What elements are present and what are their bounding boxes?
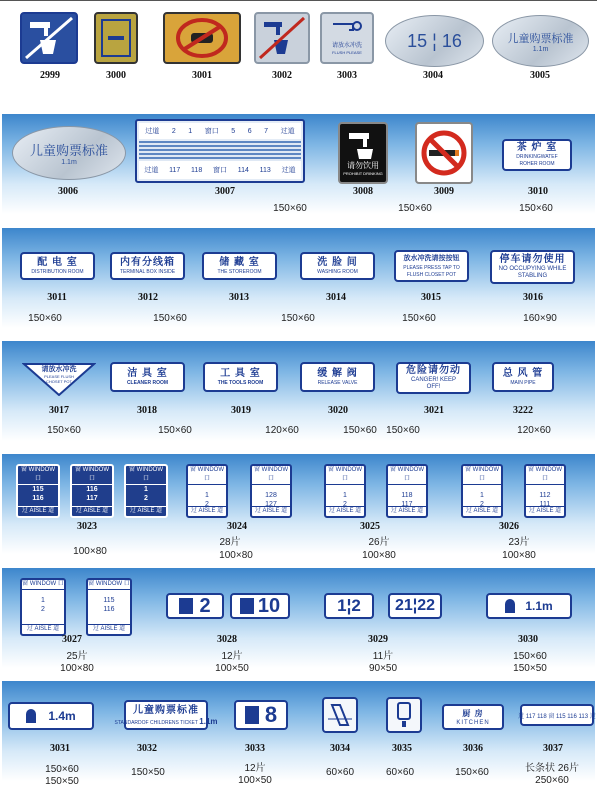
item-code: 3024 <box>227 521 247 532</box>
sign-3034 <box>322 697 358 733</box>
item-code: 3029 <box>368 634 388 645</box>
seat-number: 117 <box>401 501 413 508</box>
size-label: 150×60 <box>343 425 377 436</box>
sign-en: THE STOREROOM <box>217 268 262 275</box>
sign-en: PLEASE PRESS TAP TO FLUSH CLOSET POT <box>403 265 460 278</box>
item-code: 3007 <box>215 186 235 197</box>
item-code: 3008 <box>353 186 373 197</box>
window-header: 窗 WINDOW 口 <box>388 466 426 485</box>
drinking-water-icon <box>343 127 383 161</box>
aisle-footer: 过 AISLE 道 <box>326 506 364 516</box>
item-code: 3023 <box>77 521 97 532</box>
sign-3005-cn: 儿童购票标准 <box>507 32 574 45</box>
window-sign <box>250 464 292 518</box>
sign-en: PLEASE FLUSH CHOSET POT <box>44 374 74 384</box>
item-code: 3004 <box>423 70 443 81</box>
seat-number: 1 <box>480 492 484 499</box>
count-label: 12片 <box>244 763 266 774</box>
item-code: 3032 <box>137 743 157 754</box>
seat-number: 111 <box>539 501 551 508</box>
size-label: 100×80 <box>60 663 94 674</box>
seat-number: 116 <box>103 606 115 613</box>
sign-cn: 危险请勿动 <box>406 365 461 376</box>
item-code: 3017 <box>49 405 69 416</box>
seat-number: 1 <box>343 492 347 499</box>
sign-3020 <box>300 362 375 392</box>
count-label: 11片 <box>372 651 394 662</box>
sign-3006-sub: 1.1m <box>61 159 77 166</box>
window-sign <box>86 578 132 636</box>
size-label: 100×80 <box>73 546 107 557</box>
seat-number: 116 <box>32 495 44 502</box>
size-label: 150×60 <box>455 767 489 778</box>
size-label: 100×50 <box>238 775 272 786</box>
sign-cn: 缓 解 阀 <box>317 367 358 379</box>
sign-3005 <box>492 15 589 67</box>
window-header: 窗 WINDOW 口 <box>463 466 501 485</box>
sign-cn: 储 藏 室 <box>219 256 260 268</box>
window-sign <box>20 578 66 636</box>
hand-dryer-icon <box>388 699 420 731</box>
size-label: 150×50 <box>45 776 79 787</box>
sign-en: DISTRIBUTION ROOM <box>31 268 84 275</box>
seat-numbers: 15 ¦ 16 <box>407 30 462 51</box>
sign-3006 <box>12 126 126 180</box>
item-code: 3222 <box>513 405 533 416</box>
size-label: 150×50 <box>513 663 547 674</box>
seat-number: 115 <box>103 597 115 604</box>
seat-number: 128 <box>265 492 277 499</box>
sign-cn: 洗 脸 间 <box>317 256 358 268</box>
window-sign <box>524 464 566 518</box>
item-code: 3019 <box>231 405 251 416</box>
item-code: 3028 <box>217 634 237 645</box>
sign-3001 <box>163 12 241 64</box>
aisle-footer: 过 AISLE 道 <box>463 506 501 516</box>
seat-numbers: 21¦22 <box>394 597 436 614</box>
row-divider <box>0 0 597 1</box>
size-label: 150×60 <box>158 425 192 436</box>
sign-3017 <box>22 362 96 396</box>
size-label: 100×80 <box>362 550 396 561</box>
sign-3003 <box>320 12 374 64</box>
item-code: 3020 <box>328 405 348 416</box>
size-label: 150×60 <box>402 313 436 324</box>
item-code: 3003 <box>337 70 357 81</box>
sign-cn: 放水冲洗请按按钮 <box>403 255 460 262</box>
child-icon <box>26 709 36 723</box>
item-code: 3021 <box>424 405 444 416</box>
size-label: 150×50 <box>131 767 165 778</box>
height-label: 1.1m <box>525 599 553 613</box>
no-smoking-icon <box>96 14 136 62</box>
seat-number: 10 <box>257 594 281 617</box>
window-header: 窗 WINDOW 口 <box>72 466 112 485</box>
seat-number: 118 <box>191 166 203 174</box>
item-code: 3031 <box>50 743 70 754</box>
seat-strip: 过 117 118 窗 115 116 113 过 <box>518 713 596 720</box>
seat-number: 1 <box>205 492 209 499</box>
sign-en: THE TOOLS ROOM <box>217 379 264 386</box>
item-code: 3010 <box>528 186 548 197</box>
sign-3008-en: PROHIBIT DRINKING <box>343 171 383 176</box>
height-label: 1.4m <box>48 709 76 723</box>
sign-3010-cn: 茶 炉 室 <box>516 142 558 153</box>
item-code: 3025 <box>360 521 380 532</box>
aisle-footer: 过 AISLE 道 <box>252 506 290 516</box>
sign-3010 <box>502 139 572 171</box>
sign-cn: 内有分线箱 <box>120 256 175 268</box>
aisle-footer: 过 AISLE 道 <box>388 506 426 516</box>
window-sign-dark <box>124 464 168 518</box>
seat-number: 117 <box>86 495 98 502</box>
size-label: 150×60 <box>281 313 315 324</box>
sign-cn: 洁 具 室 <box>127 367 168 379</box>
count-label: 23片 <box>508 537 530 548</box>
window-header: 窗 WINDOW 口 <box>252 466 290 485</box>
seat-number: 118 <box>401 492 413 499</box>
size-label: 150×60 <box>513 651 547 662</box>
sign-3017-text <box>39 364 79 384</box>
seat-icon <box>240 598 254 614</box>
seat-number: 127 <box>265 501 277 508</box>
item-code: 3013 <box>229 292 249 303</box>
item-code: 3018 <box>137 405 157 416</box>
item-code: 3026 <box>499 521 519 532</box>
sign-3004 <box>385 15 484 67</box>
item-code: 3034 <box>330 743 350 754</box>
item-code: 3033 <box>245 743 265 754</box>
sign-3028b <box>230 593 290 619</box>
sign-3016 <box>490 250 575 284</box>
sign-3010-en: ROHER ROOM <box>519 161 555 167</box>
item-code: 3036 <box>463 743 483 754</box>
item-code: 3009 <box>434 186 454 197</box>
item-code: 3001 <box>192 70 212 81</box>
sign-3008-cn: 请勿饮用 <box>347 161 379 170</box>
sign-3011 <box>20 252 95 280</box>
item-code: 3005 <box>530 70 550 81</box>
window-header: 窗 WINDOW 口 <box>88 580 130 590</box>
sign-3033 <box>234 700 288 730</box>
size-label: 150×60 <box>153 313 187 324</box>
seat-number: 113 <box>259 166 271 174</box>
seat-number: 2 <box>199 594 211 617</box>
window-sign <box>386 464 428 518</box>
window-header: 窗 WINDOW 口 <box>126 466 166 485</box>
stack-edges <box>139 141 301 163</box>
window-header: 窗 WINDOW 口 <box>22 580 64 590</box>
sign-3010-en: DRINKINGWATEF <box>516 154 558 160</box>
count-label: 长条状 26片 <box>525 763 579 774</box>
size-label: 160×90 <box>523 313 557 324</box>
aisle-footer: 过 AISLE 道 <box>126 506 166 516</box>
item-code: 3011 <box>47 292 67 303</box>
sign-3014 <box>300 252 375 280</box>
seat-number: 1 <box>188 127 193 135</box>
count-label: 28片 <box>219 537 241 548</box>
sign-3015 <box>394 250 469 282</box>
sign-3019 <box>203 362 278 392</box>
sign-3018 <box>110 362 185 392</box>
sign-3000 <box>94 12 138 64</box>
aisle-footer: 过 AISLE 道 <box>188 506 226 516</box>
item-code: 2999 <box>40 70 60 81</box>
faucet-icon <box>327 16 367 42</box>
sign-3012 <box>110 252 185 280</box>
window-header: 窗 WINDOW 口 <box>18 466 58 485</box>
item-code: 3014 <box>326 292 346 303</box>
sign-3035 <box>386 697 422 733</box>
size-label: 150×60 <box>273 203 307 214</box>
aisle-footer: 过 AISLE 道 <box>18 506 58 516</box>
seat-number: 2 <box>144 495 148 502</box>
sign-3013 <box>202 252 277 280</box>
window-sign-dark <box>16 464 60 518</box>
window-sign <box>324 464 366 518</box>
sign-en: CANGER! KEEP OFF! <box>410 377 456 390</box>
size-label: 90×50 <box>368 663 398 674</box>
phone-icon <box>324 699 356 731</box>
no-smoking-icon <box>417 124 471 182</box>
sign-cn: 儿童购票标准 <box>133 704 199 716</box>
seat-icon <box>179 598 193 614</box>
count-label: 12片 <box>221 651 243 662</box>
label-window-cn: 窗口 <box>204 128 219 135</box>
sign-en: NO OCCUPYING WHILE STABLING <box>498 266 567 279</box>
sign-3222 <box>492 362 554 392</box>
sign-en: KITCHEN <box>456 719 490 726</box>
size-label: 100×80 <box>502 550 536 561</box>
label-aisle-cn: 过道 <box>144 167 159 174</box>
seat-number: 2 <box>205 501 209 508</box>
sign-cn: 请放水冲洗 <box>41 366 77 373</box>
sign-en: TERMINAL BOX INSIDE <box>119 268 176 275</box>
item-code: 3030 <box>518 634 538 645</box>
item-code: 3012 <box>138 292 158 303</box>
sign-3030 <box>486 593 572 619</box>
size-label: 150×60 <box>386 425 420 436</box>
window-sign <box>186 464 228 518</box>
seat-number: 116 <box>86 486 98 493</box>
sign-2999 <box>20 12 78 64</box>
sign-cn: 工 具 室 <box>220 367 261 379</box>
window-header: 窗 WINDOW 口 <box>188 466 226 485</box>
sign-cn: 总 风 管 <box>502 367 544 379</box>
seat-number: 2 <box>41 606 45 613</box>
sign-3028a <box>166 593 224 619</box>
aisle-footer: 过 AISLE 道 <box>88 624 130 634</box>
size-label: 250×60 <box>535 775 569 786</box>
no-bottle-icon <box>165 14 239 62</box>
seat-number: 112 <box>539 492 551 499</box>
sign-3029a <box>324 593 374 619</box>
sign-3007-top <box>139 123 301 139</box>
sign-3037 <box>520 704 594 726</box>
seat-number: 1 <box>144 486 148 493</box>
window-header: 窗 WINDOW 口 <box>526 466 564 485</box>
seat-number: 117 <box>169 166 181 174</box>
seat-number: 8 <box>264 702 278 727</box>
sign-3007-stack <box>135 119 305 183</box>
seat-number: 2 <box>171 127 176 135</box>
item-code: 3006 <box>58 186 78 197</box>
aisle-footer: 过 AISLE 道 <box>72 506 112 516</box>
item-code: 3037 <box>543 743 563 754</box>
item-code: 3035 <box>392 743 412 754</box>
sign-en: RELEASE VALVE <box>317 379 358 386</box>
sign-en-text: STANDARDOF CHILDRENS TICKET <box>114 719 198 726</box>
seat-number: 2 <box>343 501 347 508</box>
sign-3036 <box>442 704 504 730</box>
sign-3008 <box>338 122 388 184</box>
size-label: 150×60 <box>28 313 62 324</box>
sign-3021 <box>396 362 471 394</box>
seat-number: 114 <box>237 166 249 174</box>
size-label: 100×80 <box>219 550 253 561</box>
seat-number: 2 <box>480 501 484 508</box>
sign-3009 <box>415 122 473 184</box>
sign-3032 <box>114 700 218 730</box>
sign-en: MAIN PIPE <box>510 379 536 386</box>
size-label: 60×60 <box>385 767 415 778</box>
sign-en <box>115 717 218 726</box>
sign-3005-sub: 1.1m <box>532 45 549 53</box>
aisle-footer: 过 AISLE 道 <box>22 624 64 634</box>
label-aisle-cn: 过道 <box>145 128 160 135</box>
aisle-footer: 过 AISLE 道 <box>526 506 564 516</box>
count-label: 26片 <box>368 537 390 548</box>
label-aisle-cn: 过道 <box>280 128 295 135</box>
window-sign-dark <box>70 464 114 518</box>
seat-icon <box>245 706 259 724</box>
item-code: 3000 <box>106 70 126 81</box>
sign-3029b <box>388 593 442 619</box>
count-label: 25片 <box>66 651 88 662</box>
sign-3002 <box>254 12 310 64</box>
window-header: 窗 WINDOW 口 <box>326 466 364 485</box>
seat-number: 1 <box>41 597 45 604</box>
sign-en: CLEANER ROOM <box>126 379 169 386</box>
size-label: 150×60 <box>398 203 432 214</box>
child-icon <box>505 599 515 613</box>
sign-en: WASHING ROOM <box>317 268 358 275</box>
sign-3006-cn: 儿童购票标准 <box>29 143 108 158</box>
size-label: 60×60 <box>325 767 355 778</box>
sign-cn: 厨 房 <box>462 708 484 718</box>
sign-cn: 停车请勿使用 <box>499 254 566 265</box>
no-drinking-icon <box>22 14 76 62</box>
seat-number: 6 <box>247 127 252 135</box>
seat-number: 5 <box>231 127 236 135</box>
sign-3031 <box>8 702 94 730</box>
size-label: 150×60 <box>519 203 553 214</box>
seat-number: 7 <box>264 127 269 135</box>
height-label: 1.1m <box>199 716 218 726</box>
sign-3003-en: FLUSH PLEASE <box>332 50 362 55</box>
no-drinking-icon <box>256 14 308 62</box>
item-code: 3015 <box>421 292 441 303</box>
item-code: 3002 <box>272 70 292 81</box>
sign-3007-bottom <box>139 161 301 179</box>
window-sign <box>461 464 503 518</box>
size-label: 120×60 <box>517 425 551 436</box>
seat-number: 115 <box>32 486 44 493</box>
item-code: 3016 <box>523 292 543 303</box>
size-label: 100×50 <box>215 663 249 674</box>
size-label: 120×60 <box>265 425 299 436</box>
sign-3003-cn: 请放水冲洗 <box>331 43 362 49</box>
seat-numbers: 1¦2 <box>337 596 361 615</box>
item-code: 3027 <box>62 634 82 645</box>
label-aisle-cn: 过道 <box>281 167 296 174</box>
sign-cn: 配 电 室 <box>37 256 78 268</box>
label-window-cn: 窗口 <box>212 167 227 174</box>
size-label: 150×60 <box>47 425 81 436</box>
size-label: 150×60 <box>45 764 79 775</box>
